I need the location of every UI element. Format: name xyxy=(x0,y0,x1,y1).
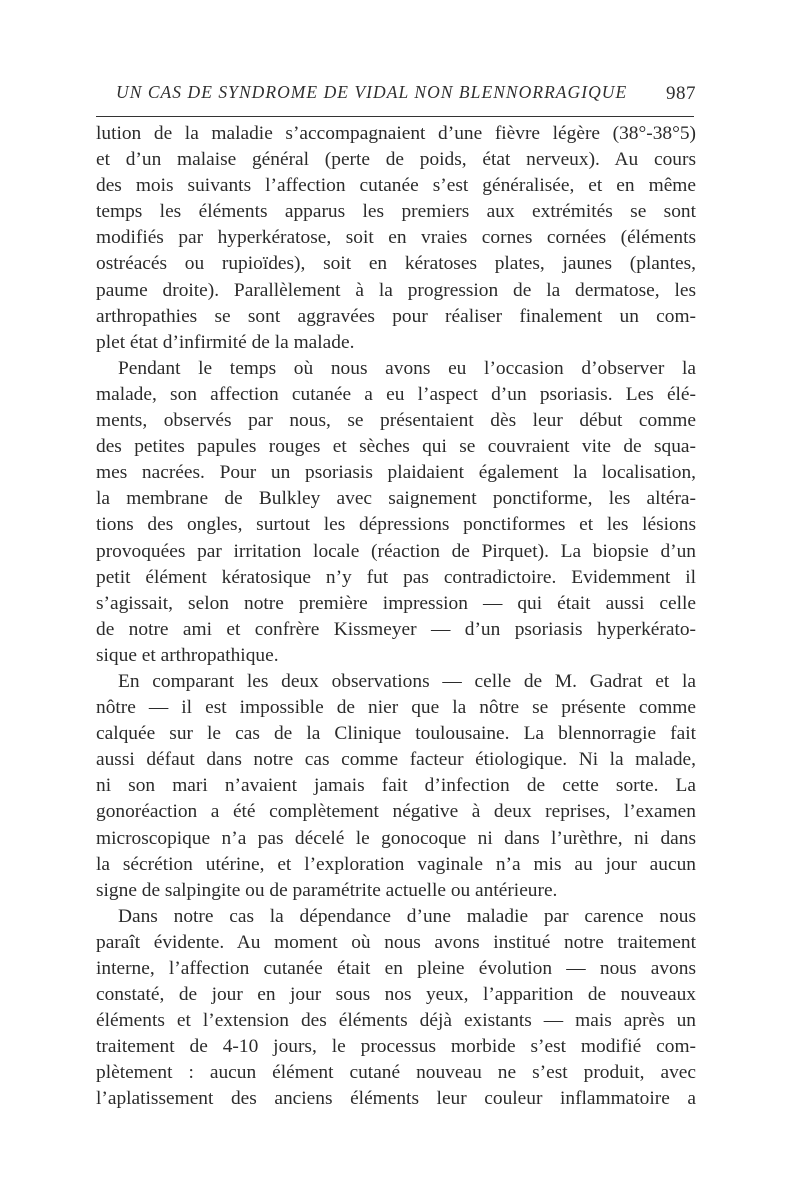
text-line: temps les éléments apparus les premiers aux extrémités se sont xyxy=(96,201,696,223)
text-line: paraît évidente. Au moment où nous avons institué notre traitement xyxy=(96,931,696,953)
running-title: UN CAS DE SYNDROME DE VIDAL NON BLENNORRAGIQUE xyxy=(116,82,628,102)
text-line: l’aplatissement des anciens éléments leur couleur inflammatoire a xyxy=(96,1088,696,1110)
text-line: et d’un malaise général (perte de poids, état nerveux). Au cours xyxy=(96,149,696,171)
header-rule xyxy=(96,116,694,117)
running-head xyxy=(96,82,696,108)
text-line: ni son mari n’avaient jamais fait d’infection de cette sorte. La xyxy=(96,775,696,797)
text-line: éléments et l’extension des éléments déjà existants — mais après un xyxy=(96,1010,696,1032)
text-line: petit élément kératosique n’y fut pas contradictoire. Evidemment il xyxy=(96,566,696,588)
text-line: de notre ami et confrère Kissmeyer — d’un psoriasis hyperkérato- xyxy=(96,618,696,640)
text-line: plet état d’infirmité de la malade. xyxy=(96,331,355,353)
paragraph-start-line: Pendant le temps où nous avons eu l’occasion d’observer la xyxy=(118,357,696,379)
text-line: provoquées par irritation locale (réaction de Pirquet). La biopsie d’un xyxy=(96,540,696,562)
text-line: sique et arthropathique. xyxy=(96,644,279,666)
text-line: constaté, de jour en jour sous nos yeux, l’apparition de nouveaux xyxy=(96,984,696,1006)
page-number: 987 xyxy=(666,83,696,104)
text-line: la membrane de Bulkley avec saignement ponctiforme, les altéra- xyxy=(96,488,696,510)
body-text xyxy=(96,121,696,1113)
paragraph-start-line: En comparant les deux observations — celle de M. Gadrat et la xyxy=(118,670,696,692)
text-line: lution de la maladie s’accompagnaient d’une fièvre légère (38°-38°5) xyxy=(96,123,696,144)
text-line: plètement : aucun élément cutané nouveau ne s’est produit, avec xyxy=(96,1062,696,1084)
text-line: calquée sur le cas de la Clinique toulousaine. La blennorragie fait xyxy=(96,723,696,745)
text-line: malade, son affection cutanée a eu l’aspect d’un psoriasis. Les élé- xyxy=(96,383,696,405)
text-line: ostréacés ou rupioïdes), soit en kératoses plates, jaunes (plantes, xyxy=(96,253,696,275)
text-line: des mois suivants l’affection cutanée s’est généralisée, et en même xyxy=(96,175,696,197)
paragraph-start-line: Dans notre cas la dépendance d’une maladie par carence nous xyxy=(118,905,696,927)
text-line: paume droite). Parallèlement à la progression de la dermatose, les xyxy=(96,279,696,301)
text-line: interne, l’affection cutanée était en pleine évolution — nous avons xyxy=(96,958,696,979)
text-line: la sécrétion utérine, et l’exploration vaginale n’a mis au jour aucun xyxy=(96,853,696,875)
text-line: traitement de 4-10 jours, le processus morbide s’est modifié com- xyxy=(96,1036,696,1058)
text-line: signe de salpingite ou de paramétrite actuelle ou antérieure. xyxy=(96,879,558,901)
text-line: gonoréaction a été complètement négative à deux reprises, l’examen xyxy=(96,801,696,823)
text-line: arthropathies se sont aggravées pour réaliser finalement un com- xyxy=(96,305,696,327)
text-line: microscopique n’a pas décelé le gonocoque ni dans l’urèthre, ni dans xyxy=(96,827,696,849)
text-line: aussi défaut dans notre cas comme facteur étiologique. Ni la malade, xyxy=(96,749,696,771)
text-line: nôtre — il est impossible de nier que la nôtre se présente comme xyxy=(96,697,696,719)
text-line: s’agissait, selon notre première impression — qui était aussi celle xyxy=(96,592,696,614)
text-line: tions des ongles, surtout les dépressions ponctiformes et les lésions xyxy=(96,514,696,536)
text-line: ments, observés par nous, se présentaient dès leur début comme xyxy=(96,410,696,432)
text-line: mes nacrées. Pour un psoriasis plaidaient également la localisation, xyxy=(96,462,696,484)
text-line: modifiés par hyperkératose, soit en vraies cornes cornées (éléments xyxy=(96,227,696,249)
text-line: des petites papules rouges et sèches qui se couvraient vite de squa- xyxy=(96,436,696,458)
